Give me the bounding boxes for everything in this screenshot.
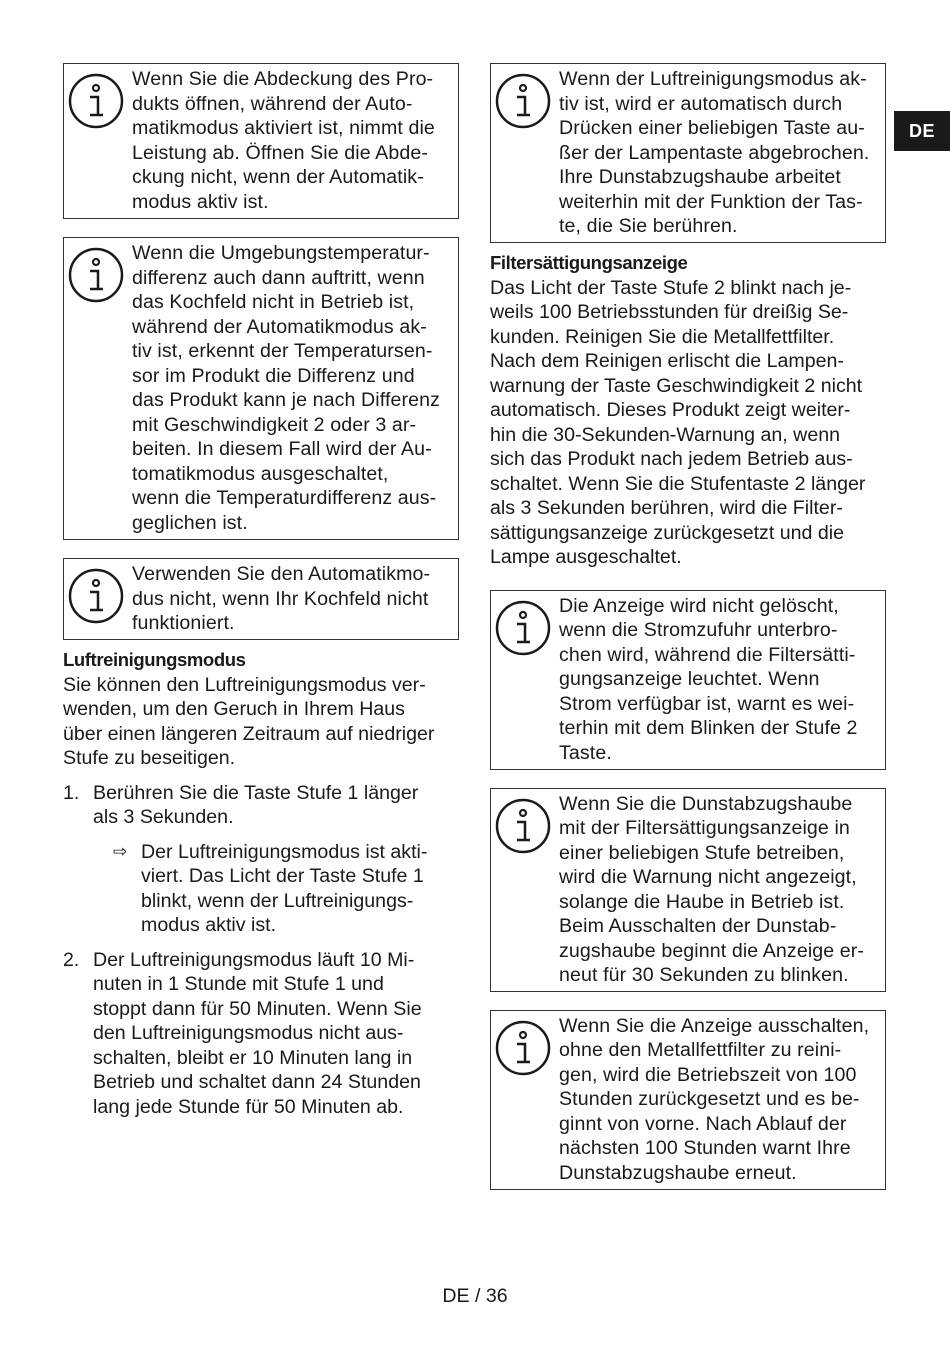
text-line: Verwenden Sie den Automatikmo-	[132, 563, 431, 585]
info-note-reset	[490, 1010, 886, 1190]
text-line: Taste.	[559, 741, 612, 764]
section-body	[490, 276, 886, 570]
text-line: stoppt dann für 50 Minuten. Wenn Sie	[93, 997, 422, 1020]
text-line: Berühren Sie die Taste Stufe 1 länger	[93, 781, 419, 804]
info-note-operation	[490, 788, 886, 992]
text-line: zugshaube beginnt die Anzeige er-	[559, 939, 865, 962]
text-line: tiv ist, wird er automatisch durch	[559, 92, 843, 115]
text-line: Wenn die Umgebungstemperatur-	[132, 242, 430, 264]
text-line: Lampe ausgeschaltet.	[490, 546, 682, 568]
text-line: Wenn Sie die Dunstabzugshaube	[559, 792, 853, 815]
text-line: als 3 Sekunden.	[93, 806, 234, 828]
info-icon	[495, 798, 551, 854]
note-text	[132, 562, 454, 636]
text-line: beiten. In diesem Fall wird der Au-	[132, 438, 432, 460]
text-line: Sie können den Luftreinigungsmodus ver-	[63, 673, 426, 696]
text-line: während der Automatikmodus ak-	[132, 315, 427, 338]
text-line: warnung der Taste Geschwindigkeit 2 nicht	[490, 374, 863, 397]
note-text	[559, 792, 881, 988]
text-line: Der Luftreinigungsmodus ist akti-	[141, 840, 428, 863]
text-line: schaltet. Wenn Sie die Stufentaste 2 länger	[490, 472, 866, 495]
page-number: DE / 36	[442, 1285, 508, 1307]
text-line: modus aktiv ist.	[132, 190, 269, 213]
text-line: Ihre Dunstabzugshaube arbeitet	[559, 166, 841, 188]
text-line: matikmodus aktiviert ist, nimmt die	[132, 117, 435, 139]
text-line: gen, wird die Betriebszeit von 100	[559, 1063, 857, 1086]
text-line: weiterhin mit der Funktion der Tas-	[559, 190, 863, 213]
text-line: Stufe zu beseitigen.	[63, 747, 236, 769]
text-line: über einen längeren Zeitraum auf niedriger	[63, 722, 435, 745]
text-line: funktioniert.	[132, 612, 235, 634]
text-line: dukts öffnen, während der Auto-	[132, 92, 413, 115]
text-line: Stunden zurückgesetzt und es be-	[559, 1088, 860, 1110]
text-line: mit Geschwindigkeit 2 oder 3 ar-	[132, 413, 417, 436]
text-line: te, die Sie berühren.	[559, 215, 738, 237]
info-note-cancel	[490, 63, 886, 243]
text-line: Betrieb und schaltet dann 24 Stunden	[93, 1071, 421, 1093]
text-line: Der Luftreinigungsmodus läuft 10 Mi-	[93, 948, 415, 971]
text-line: Wenn Sie die Anzeige ausschalten,	[559, 1014, 870, 1037]
text-line: Nach dem Reinigen erlischt die Lampen-	[490, 350, 844, 372]
note-text	[559, 594, 881, 766]
text-line: Beim Ausschalten der Dunstab-	[559, 915, 837, 937]
text-line: modus aktiv ist.	[141, 914, 277, 936]
note-text	[559, 67, 881, 239]
text-line: weils 100 Betriebsstunden für dreißig Se-	[490, 301, 849, 323]
info-icon	[495, 73, 551, 129]
text-line: sättigungsanzeige zurückgesetzt und die	[490, 521, 845, 544]
text-line: einer beliebigen Stufe betreiben,	[559, 841, 845, 864]
info-icon	[68, 568, 124, 624]
text-line: geglichen ist.	[132, 511, 248, 534]
text-line: terhin mit dem Blinken der Stufe 2	[559, 717, 858, 739]
text-line: nächsten 100 Stunden warnt Ihre	[559, 1137, 851, 1159]
text-line: den Luftreinigungsmodus nicht aus-	[93, 1022, 404, 1044]
text-line: als 3 Sekunden berühren, wird die Filter-	[490, 497, 843, 519]
language-tab: DE	[894, 111, 950, 151]
step-number: 2.	[63, 948, 80, 971]
text-line: neut für 30 Sekunden zu blinken.	[559, 964, 849, 986]
text-line: Wenn Sie die Abdeckung des Pro-	[132, 68, 434, 90]
section-heading-filter-saturation: Filtersättigungsanzeige	[490, 252, 688, 273]
info-icon	[68, 73, 124, 129]
text-line: tomatikmodus ausgeschaltet,	[132, 462, 389, 485]
text-line: ohne den Metallfettfilter zu reini-	[559, 1039, 842, 1061]
note-text	[132, 241, 454, 535]
info-icon	[495, 1020, 551, 1076]
text-line: wird die Warnung nicht angezeigt,	[559, 866, 857, 888]
text-line: ßer der Lampentaste abgebrochen.	[559, 141, 870, 164]
text-line: wenden, um den Geruch in Ihrem Haus	[63, 698, 405, 720]
text-line: lang jede Stunde für 50 Minuten ab.	[93, 1095, 404, 1118]
text-line: Das Licht der Taste Stufe 2 blinkt nach je-	[490, 276, 852, 299]
text-line: tiv ist, erkennt der Temperatursen-	[132, 340, 433, 362]
text-line: Strom verfügbar ist, warnt es wei-	[559, 692, 855, 715]
section-intro	[63, 673, 459, 771]
text-line: blinkt, wenn der Luftreinigungs-	[141, 889, 414, 912]
info-note-power-loss	[490, 590, 886, 770]
text-line: wenn die Stromzufuhr unterbro-	[559, 619, 838, 641]
info-note-temperature	[63, 237, 459, 540]
text-line: sor im Produkt die Differenz und	[132, 364, 415, 387]
text-line: kunden. Reinigen Sie die Metallfettfilter.	[490, 325, 835, 348]
text-line: wenn die Temperaturdifferenz aus-	[132, 487, 437, 509]
result-arrow-icon: ⇨	[113, 841, 128, 861]
text-line: dus nicht, wenn Ihr Kochfeld nicht	[132, 587, 429, 610]
note-text	[132, 67, 454, 214]
note-text	[559, 1014, 881, 1186]
text-line: solange die Haube in Betrieb ist.	[559, 890, 845, 913]
step-2	[63, 948, 459, 1120]
text-line: Drücken einer beliebigen Taste au-	[559, 117, 865, 139]
text-line: Leistung ab. Öffnen Sie die Abde-	[132, 141, 428, 164]
text-line: Wenn der Luftreinigungsmodus ak-	[559, 68, 867, 90]
info-note-cover	[63, 63, 459, 219]
text-line: gungsanzeige leuchtet. Wenn	[559, 668, 820, 690]
text-line: chen wird, während die Filtersätti-	[559, 643, 856, 666]
text-line: nuten in 1 Stunde mit Stufe 1 und	[93, 973, 384, 995]
text-line: das Kochfeld nicht in Betrieb ist,	[132, 291, 415, 313]
text-line: Dunstabzugshaube erneut.	[559, 1161, 797, 1184]
text-line: hin die 30-Sekunden-Warnung an, wenn	[490, 423, 841, 446]
text-line: Die Anzeige wird nicht gelöscht,	[559, 594, 839, 617]
text-line: ginnt von vorne. Nach Ablauf der	[559, 1112, 847, 1135]
text-line: das Produkt kann je nach Differenz	[132, 389, 441, 411]
left-column	[63, 63, 459, 1119]
info-icon	[495, 600, 551, 656]
step-number: 1.	[63, 781, 80, 804]
text-line: automatisch. Dieses Produkt zeigt weiter-	[490, 399, 851, 421]
step-1-result	[63, 840, 459, 938]
right-column	[490, 63, 886, 1190]
step-1	[63, 781, 459, 830]
text-line: sich das Produkt nach jedem Betrieb aus-	[490, 448, 853, 470]
text-line: viert. Das Licht der Taste Stufe 1	[141, 865, 424, 887]
info-icon	[68, 247, 124, 303]
info-note-cooktop	[63, 558, 459, 640]
section-heading-air-purification: Luftreinigungsmodus	[63, 649, 246, 670]
text-line: ckung nicht, wenn der Automatik-	[132, 166, 424, 188]
text-line: schalten, bleibt er 10 Minuten lang in	[93, 1046, 413, 1069]
text-line: differenz auch dann auftritt, wenn	[132, 266, 425, 289]
text-line: mit der Filtersättigungsanzeige in	[559, 817, 850, 839]
